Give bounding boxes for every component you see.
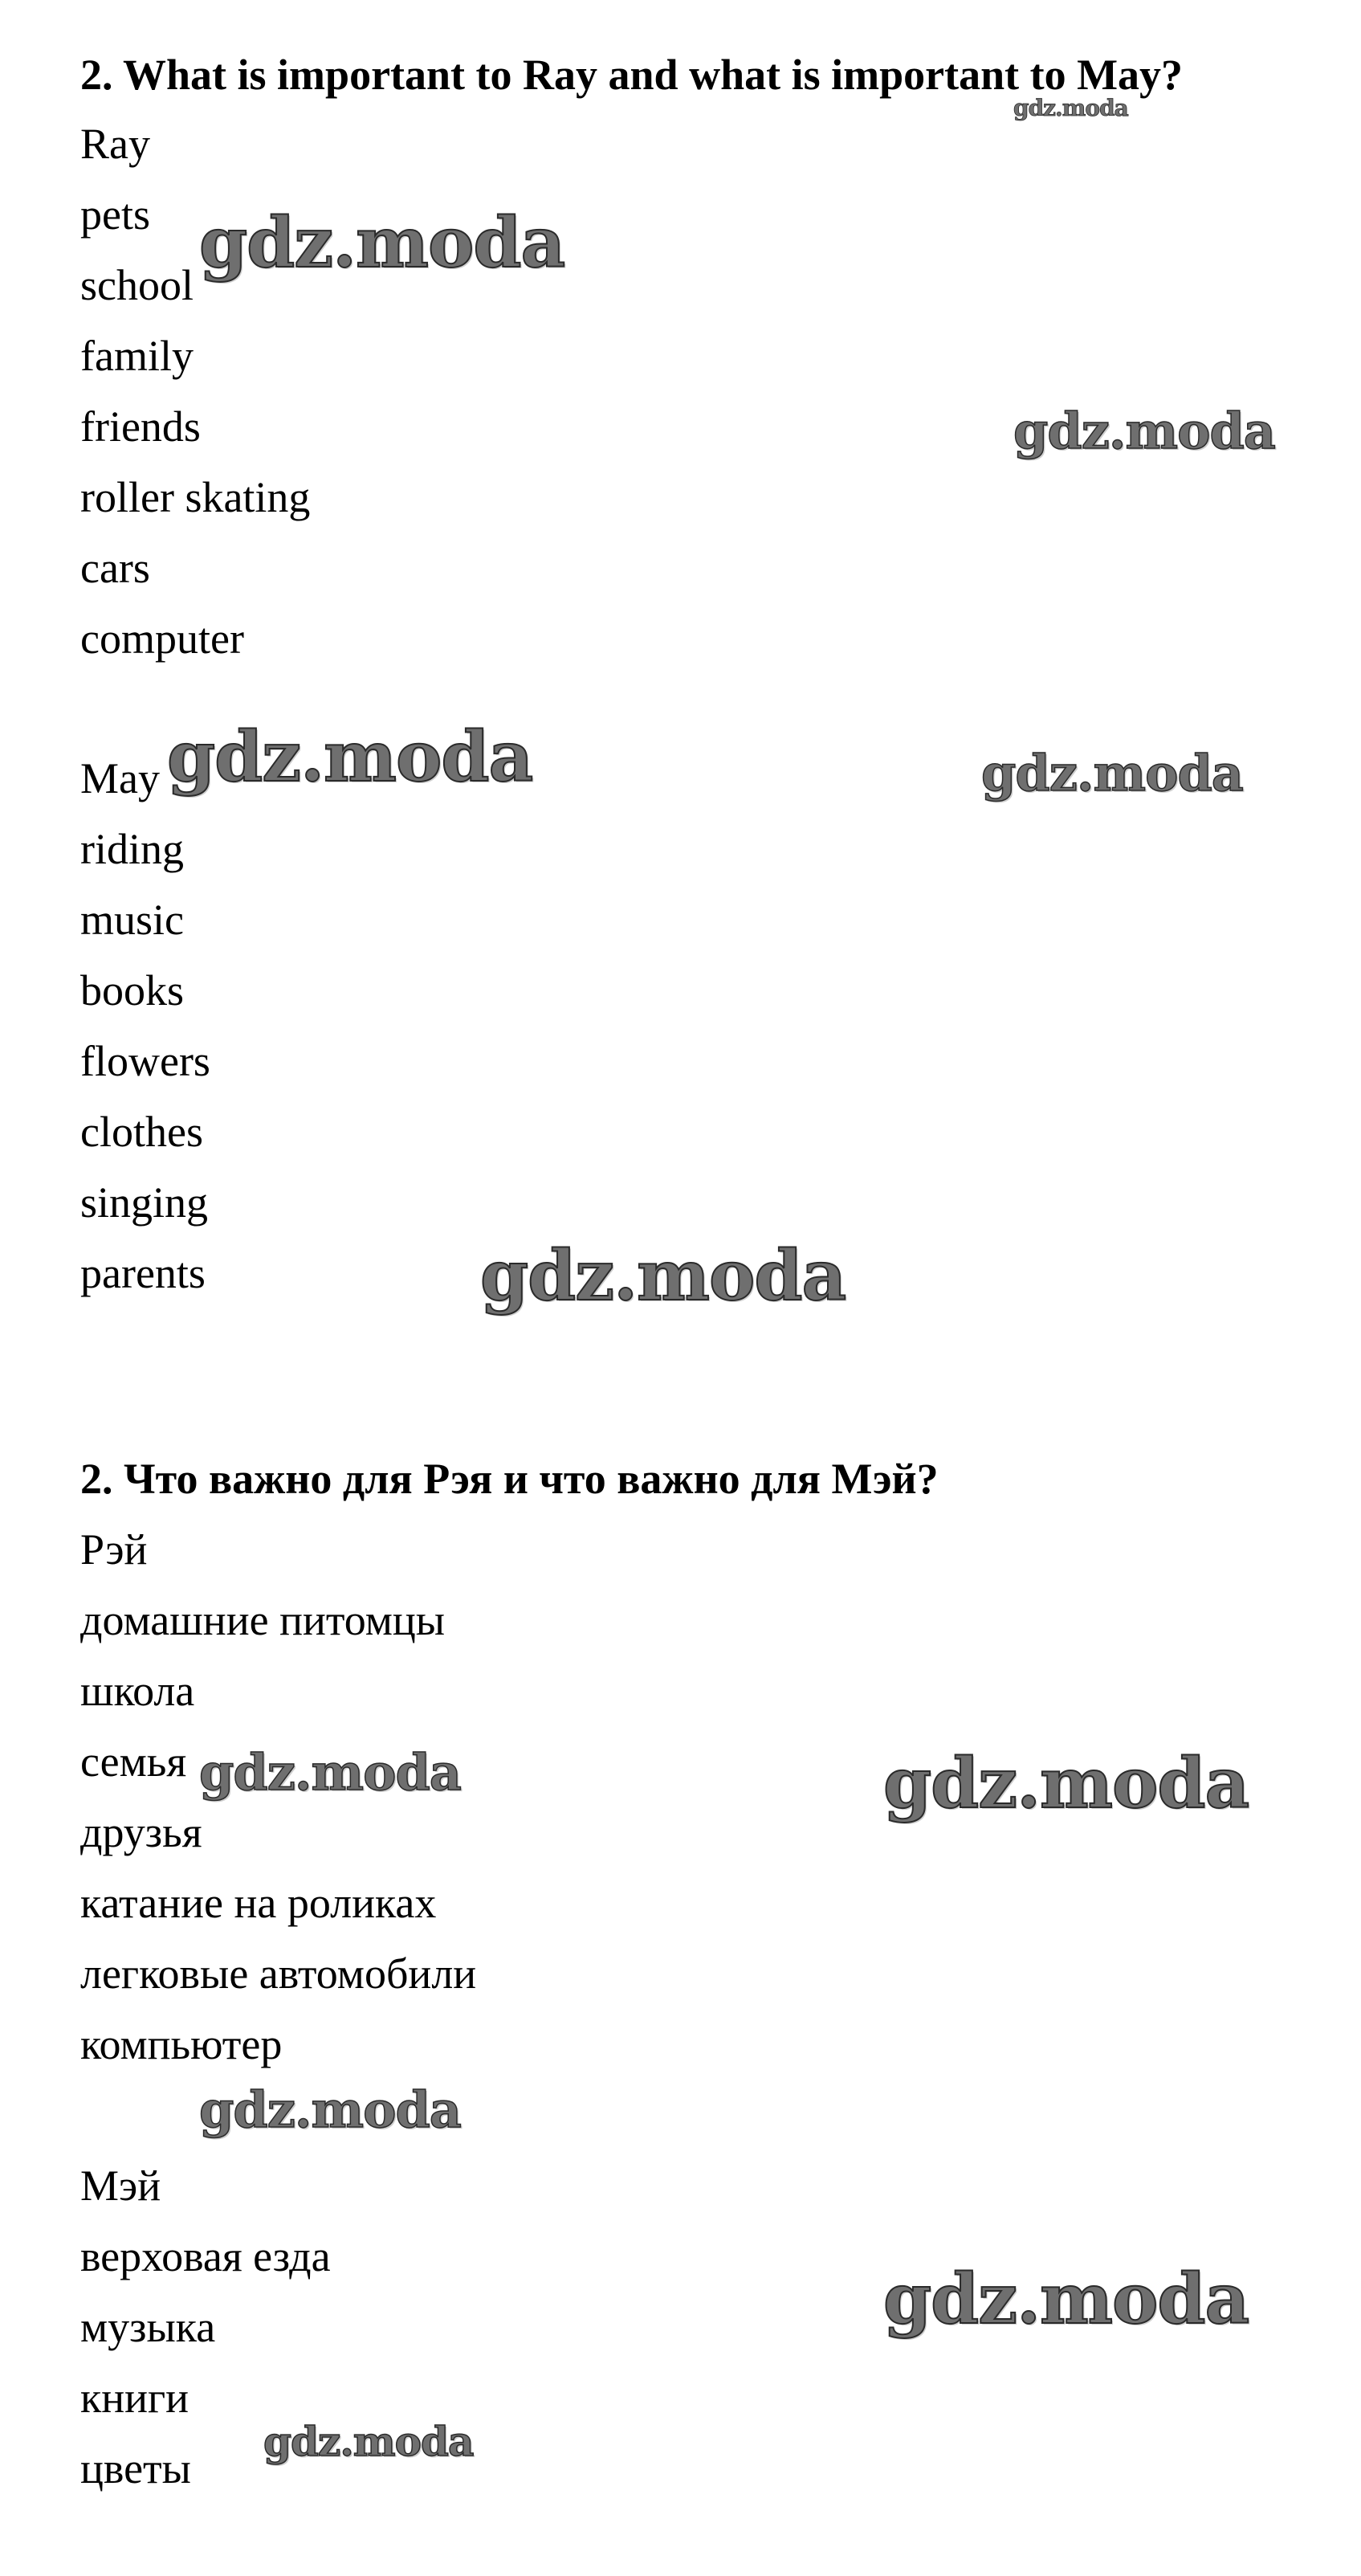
ray-item-pets: pets <box>80 190 150 239</box>
ray-item-ru-family: семья <box>80 1737 187 1786</box>
may-item-ru-books: книги <box>80 2374 189 2422</box>
ray-item-ru-friends: друзья <box>80 1808 202 1856</box>
watermark: gdz.moda <box>1013 402 1275 460</box>
heading-english: 2. What is important to Ray and what is important to May? <box>80 51 1184 99</box>
watermark: gdz.moda <box>883 2259 1249 2340</box>
may-label-ru: Мэй <box>80 2162 161 2210</box>
may-item-music: music <box>80 896 184 944</box>
heading-russian: 2. Что важно для Рэя и что важно для Мэй? <box>80 1455 939 1503</box>
ray-item-ru-computer: компьютер <box>80 2020 283 2068</box>
ray-item-friends: friends <box>80 402 201 451</box>
ray-label: Ray <box>80 120 150 168</box>
ray-item-school: school <box>80 261 194 309</box>
may-item-riding: riding <box>80 825 184 873</box>
watermark: gdz.moda <box>263 2418 474 2465</box>
ray-item-ru-roller-skating: катание на роликах <box>80 1879 437 1927</box>
watermark: gdz.moda <box>1013 95 1128 121</box>
may-item-parents: parents <box>80 1249 206 1297</box>
watermark: gdz.moda <box>883 1743 1249 1824</box>
watermark: gdz.moda <box>199 1743 461 1802</box>
ray-item-computer: computer <box>80 614 244 663</box>
watermark: gdz.moda <box>199 202 565 284</box>
watermark: gdz.moda <box>199 2080 461 2139</box>
may-item-clothes: clothes <box>80 1108 203 1156</box>
watermark: gdz.moda <box>981 744 1243 802</box>
ray-item-ru-cars: легковые автомобили <box>80 1949 477 1998</box>
may-item-flowers: flowers <box>80 1037 210 1085</box>
ray-item-family: family <box>80 332 194 380</box>
may-item-ru-music: музыка <box>80 2303 216 2351</box>
may-item-ru-flowers: цветы <box>80 2444 191 2492</box>
ray-item-roller-skating: roller skating <box>80 473 311 521</box>
ray-label-ru: Рэй <box>80 1525 148 1574</box>
watermark: gdz.moda <box>480 1235 846 1317</box>
ray-item-ru-pets: домашние питомцы <box>80 1596 446 1644</box>
may-item-singing: singing <box>80 1178 209 1227</box>
ray-item-cars: cars <box>80 544 150 592</box>
may-item-books: books <box>80 966 185 1014</box>
may-label: May <box>80 754 160 802</box>
may-item-ru-riding: верховая езда <box>80 2232 331 2280</box>
ray-item-ru-school: школа <box>80 1667 195 1715</box>
watermark: gdz.moda <box>167 716 533 798</box>
